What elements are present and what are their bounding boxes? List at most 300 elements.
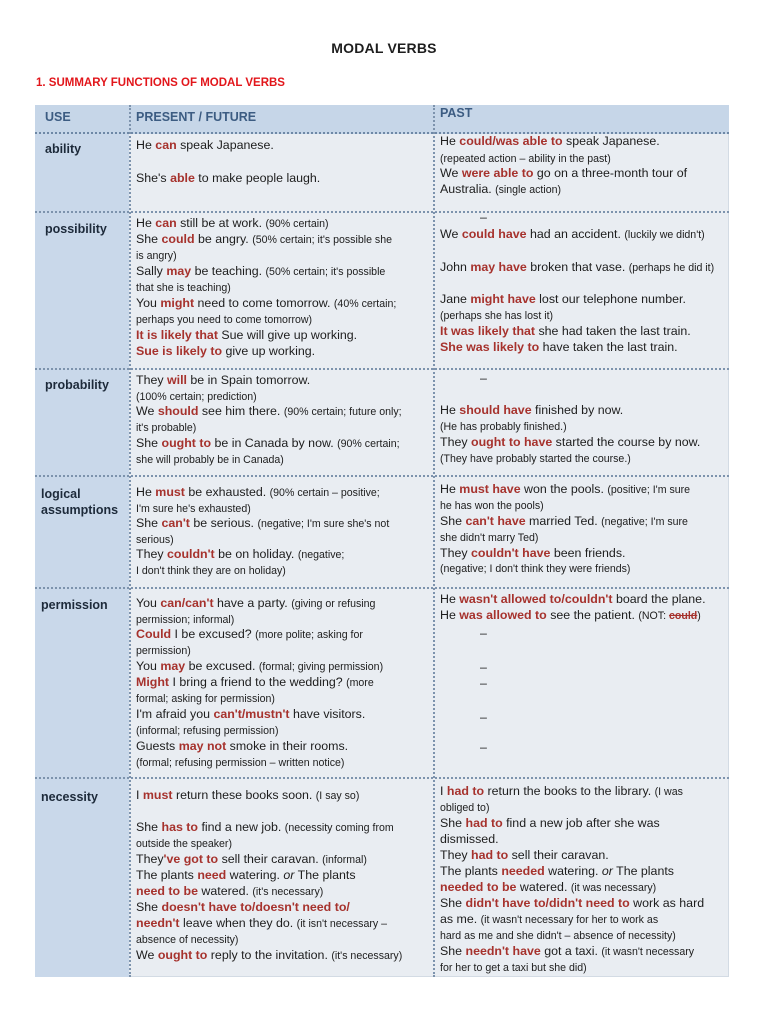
example-text: You [136,659,161,673]
example-text: sell their caravan. [508,848,609,862]
logical-past-line [440,514,688,531]
example-text: smoke in their rooms. [226,739,349,753]
possibility-past-line [440,292,686,308]
necessity-past-line [440,944,694,961]
usage-note: (NOT: [638,610,669,622]
modal-verb: must [155,485,185,499]
usage-note: (perhaps she has lost it) [440,310,554,322]
example-text: be exhausted. [184,485,270,499]
example-text: Sally [136,264,167,278]
possibility-present-line [136,248,177,265]
modal-verb: can't have [465,514,526,528]
example-text: married Ted. [525,514,602,528]
example-text: They [440,546,471,560]
modal-verb: doesn't have to/doesn't need to/ [161,900,350,914]
example-text: He [440,134,460,148]
modal-verb: should [157,404,199,418]
logical-present-line [136,547,344,564]
example-text: speak Japanese. [176,138,274,152]
example-text: The plants [136,868,198,882]
usage-note: (it's necessary) [252,886,324,898]
possibility-present-line [136,216,328,233]
example-text: watering. [226,868,284,882]
section-heading: 1. SUMMARY FUNCTIONS OF MODAL VERBS [36,77,285,89]
logical-present-line [136,485,380,502]
empty-dash: – [480,676,487,690]
logical-present-line [136,563,286,580]
example-text: We [136,948,158,962]
logical-present-line [136,516,389,533]
modal-verb: It was likely that [440,324,536,338]
usage-note: (perhaps he did it) [628,262,715,274]
example-text: He [136,485,156,499]
empty-dash: – [480,210,487,224]
modal-verb: must have [459,482,521,496]
usage-note: (it's necessary) [331,950,403,962]
example-text: started the course by now. [552,435,701,449]
example-text: He [440,608,460,622]
necessity-past-line [440,896,704,912]
usage-note: (formal; giving permission) [258,661,384,673]
header-past: PAST [440,106,473,120]
example-text: She [136,436,162,450]
usage-note: (necessity coming from [284,822,394,834]
possibility-past-line [480,210,487,226]
example-text: speak Japanese. [562,134,660,148]
example-text: be excused. [185,659,259,673]
usage-note: (50% certain; it's possible she [252,234,392,246]
usage-note: (negative; I don't think they were friends) [440,563,631,575]
empty-dash: – [480,626,487,640]
example-text: She's [136,171,171,185]
modal-verb: couldn't [167,547,215,561]
example-text: Guests [136,739,179,753]
usage-note: (100% certain; prediction) [136,391,257,403]
probability-past-line [440,451,631,468]
example-text: as me. [440,912,481,926]
permission-past-line [440,608,701,625]
example-text: They [136,547,167,561]
necessity-past-line [440,880,656,897]
use-column-background [35,132,129,977]
permission-past-line [480,710,487,726]
logical-past-line [440,482,690,499]
usage-note: (90% certain – positive; [269,487,380,499]
necessity-past-line [440,960,587,977]
probability-past-line [440,435,700,451]
example-text: be in Canada by now. [211,436,338,450]
empty-dash: – [480,710,487,724]
necessity-past-line [440,832,499,848]
permission-present-line [136,723,278,740]
permission-present-line [136,596,375,613]
header-use: USE [45,110,71,124]
ability-past-line [440,134,660,150]
example-text: We [440,166,462,180]
example-text: I'm afraid you [136,707,214,721]
use-label-possibility: possibility [45,222,107,236]
possibility-past-line [440,324,691,340]
example-text: work as hard [629,896,705,910]
example-text: We [440,227,462,241]
example-text: still be at work. [176,216,266,230]
modal-verbs-table [35,105,729,977]
modal-verb: didn't have to/didn't need to [465,896,630,910]
usage-note: permission) [136,645,191,657]
usage-note: (They have probably started the course.) [440,453,631,465]
modal-verb: able [170,171,195,185]
use-label-logical-line2: assumptions [41,503,119,517]
example-text: watered. [197,884,253,898]
permission-present-line [136,755,344,772]
modal-verb: ought to [157,948,208,962]
usage-note: (formal; refusing permission – written notice) [136,757,345,769]
necessity-present-line [136,788,359,805]
logical-past-line [440,530,538,547]
usage-note: (I was [654,786,683,798]
logical-past-line [440,498,544,515]
permission-present-line [136,659,383,676]
modal-verb: has to [161,820,198,834]
example-text: to make people laugh. [194,171,321,185]
example-text: He [440,592,460,606]
usage-note: (luckily we didn't) [624,229,705,241]
example-text: They [136,852,164,866]
usage-note: (informal) [322,854,367,866]
necessity-past-line [440,784,683,801]
example-text: be serious. [189,516,258,530]
usage-note: serious) [136,534,174,546]
permission-past-line [480,676,487,692]
modal-verb: might have [470,292,536,306]
usage-note: (repeated action – ability in the past) [440,153,611,165]
permission-present-line [136,691,275,708]
usage-note: or [601,864,613,878]
use-label-necessity: necessity [41,790,98,804]
example-text: won the pools. [520,482,608,496]
usage-note: obliged to) [440,802,490,814]
necessity-past-line [440,864,674,880]
possibility-past-line [440,260,714,277]
example-text: Jane [440,292,471,306]
modal-verb: was allowed to [459,608,547,622]
modal-verb: can [155,138,177,152]
possibility-present-line [136,344,315,360]
usage-note: it's probable) [136,422,197,434]
modal-verb: were able to [461,166,534,180]
modal-verb: can't [161,516,190,530]
permission-past-line [480,740,487,756]
example-text: Sue will give up working. [217,328,358,342]
modal-verb: needed [501,864,545,878]
empty-dash: – [480,740,487,754]
usage-note: (positive; I'm sure [607,484,691,496]
example-text: The plants [612,864,674,878]
modal-verb: Might [136,675,170,689]
possibility-past-line [440,340,678,356]
usage-note: he has won the pools) [440,500,544,512]
usage-note: I'm sure he's exhausted) [136,503,251,515]
modal-verb: can/can't [160,596,214,610]
permission-present-line [136,627,363,644]
empty-dash: – [480,660,487,674]
necessity-present-line [136,900,350,916]
usage-note: outside the speaker) [136,838,232,850]
example-text: He [136,138,156,152]
ability-present-line [136,138,274,154]
example-text: The plants [440,864,502,878]
example-text: They [440,435,471,449]
example-text: They [440,848,471,862]
example-text: I bring a friend to the wedding? [169,675,347,689]
necessity-past-line [440,848,609,864]
usage-note: (giving or refusing [291,598,376,610]
example-text: got a taxi. [540,944,602,958]
example-text: I [440,784,447,798]
use-label-permission: permission [41,598,108,612]
document-title: MODAL VERBS [331,40,437,56]
example-text: I [136,788,143,802]
example-text: sell their caravan. [218,852,323,866]
probability-present-line [136,373,310,389]
example-text: You [136,296,161,310]
example-text: She [136,820,162,834]
modal-verb: Sue is likely to [136,344,223,358]
modal-verb: might [160,296,195,310]
necessity-present-line [136,820,394,837]
usage-note: (it wasn't necessary [601,946,695,958]
probability-past-line [440,403,623,419]
example-text: broken that vase. [526,260,629,274]
modal-verb: ought to [161,436,212,450]
usage-note: (50% certain; it's possible [265,266,386,278]
example-text: see him there. [198,404,284,418]
necessity-past-line [440,816,660,832]
necessity-present-line [136,932,238,949]
modal-verb: ought to have [471,435,553,449]
permission-present-line [136,707,365,723]
example-text: He [136,216,156,230]
usage-note: (90% certain; [337,438,400,450]
usage-note: (negative; [297,549,345,561]
permission-past-line [440,592,706,608]
modal-verb: needn't [136,916,180,930]
usage-note: (negative; I'm sure [601,516,688,528]
example-text: Australia. [440,182,496,196]
usage-note: (I say so) [315,790,360,802]
modal-verb: will [167,373,187,387]
usage-note: (more [346,677,374,689]
example-text: finished by now. [531,403,624,417]
modal-verb: could [161,232,195,246]
example-text: John [440,260,471,274]
struck-example: could [668,610,698,622]
modal-verb: had to [471,848,509,862]
modal-verb: could/was able to [459,134,563,148]
modal-verb: can't/mustn't [213,707,290,721]
example-text: leave when they do. [179,916,297,930]
usage-note: (it was necessary) [570,882,657,894]
example-text: give up working. [222,344,316,358]
modal-verb: couldn't have [471,546,551,560]
example-text: We [136,404,158,418]
usage-note: (it isn't necessary – [296,918,388,930]
probability-past-line [440,419,567,436]
usage-note: is angry) [136,250,177,262]
ability-present-line [136,171,320,187]
permission-present-line [136,643,191,660]
example-text: He [440,403,460,417]
modal-verb: may [166,264,192,278]
permission-past-line [480,626,487,642]
empty-dash: – [480,371,487,385]
modal-verb: may have [470,260,527,274]
permission-past-line [480,660,487,676]
example-text: They [136,373,167,387]
modal-verb: had to [465,816,503,830]
header-present-future: PRESENT / FUTURE [136,110,257,124]
usage-note: formal; asking for permission) [136,693,275,705]
possibility-past-line [440,227,705,244]
usage-note: permission; informal) [136,614,235,626]
past-column [440,105,729,977]
modal-verb: 've got to [163,852,219,866]
ability-past-line [440,182,561,199]
usage-note: for her to get a taxi but she did) [440,962,587,974]
modal-verb: She was likely to [440,340,540,354]
example-text: have taken the last train. [539,340,678,354]
possibility-present-line [136,232,392,249]
example-text: I be excused? [171,627,256,641]
example-text: see the patient. [546,608,639,622]
usage-note: ) [697,610,701,622]
example-text: board the plane. [612,592,706,606]
probability-present-line [136,452,284,469]
probability-present-line [136,404,402,421]
modal-verb: can [155,216,177,230]
modal-verb: could have [461,227,527,241]
necessity-present-line [136,948,402,965]
example-text: She [136,900,162,914]
usage-note: (negative; I'm sure she's not [257,518,390,530]
example-text: be teaching. [191,264,266,278]
example-text: go on a three-month tour of [533,166,688,180]
usage-note: that she is teaching) [136,282,231,294]
modal-verb: wasn't allowed to/couldn't [459,592,613,606]
modal-verb: should have [459,403,532,417]
present-future-column [136,105,432,977]
example-text: The plants [294,868,356,882]
probability-past-line [480,371,487,387]
modal-verb: had to [446,784,485,798]
example-text: been friends. [550,546,626,560]
use-label-logical-line1: logical [41,487,81,501]
example-text: find a new job. [198,820,285,834]
modal-verb: need to be [136,884,198,898]
usage-note: perhaps you need to come tomorrow) [136,314,313,326]
modal-verb: It is likely that [136,328,218,342]
example-text: lost our telephone number. [535,292,686,306]
modal-verb: may not [178,739,227,753]
example-text: watered. [516,880,571,894]
possibility-present-line [136,328,357,344]
ability-past-line [440,166,687,182]
example-text: You [136,596,161,610]
usage-note: (single action) [495,184,562,196]
usage-note: (90% certain) [265,218,329,230]
use-label-ability: ability [45,142,82,156]
usage-note: hard as me and she didn't – absence of necessity) [440,930,676,942]
probability-present-line [136,420,196,437]
modal-verb: may [160,659,186,673]
column-divider-past [433,105,435,977]
example-text: return the books to the library. [484,784,655,798]
example-text: be angry. [194,232,253,246]
example-text: return these books soon. [172,788,316,802]
permission-present-line [136,739,348,755]
permission-present-line [136,675,374,692]
modal-verb: need [197,868,227,882]
possibility-past-line [440,308,553,325]
necessity-past-line [440,928,676,945]
necessity-present-line [136,836,232,853]
possibility-present-line [136,264,385,281]
modal-verb: needn't have [465,944,541,958]
usage-note: absence of necessity) [136,934,239,946]
probability-present-line [136,436,400,453]
necessity-present-line [136,916,387,933]
necessity-present-line [136,884,323,901]
example-text: find a new job after she was [502,816,660,830]
example-text: He [440,482,460,496]
modal-verb: Could [136,627,172,641]
usage-note: she will probably be in Canada) [136,454,284,466]
modal-verb: must [142,788,173,802]
logical-past-line [440,546,625,562]
possibility-present-line [136,280,231,297]
usage-note: or [283,868,295,882]
necessity-past-line [440,800,489,817]
possibility-present-line [136,296,396,313]
example-text: have a party. [213,596,292,610]
necessity-present-line [136,852,367,869]
example-text: she had taken the last train. [535,324,691,338]
modal-verb: needed to be [440,880,517,894]
example-text: had an accident. [526,227,625,241]
usage-note: (40% certain; [333,298,397,310]
use-label-logical [41,486,118,518]
use-label-probability: probability [45,378,109,392]
column-divider-use [129,105,131,977]
example-text: reply to the invitation. [207,948,332,962]
usage-note: (90% certain; future only; [283,406,402,418]
example-text: She [440,514,466,528]
usage-note: I don't think they are on holiday) [136,565,286,577]
example-text: She [136,516,162,530]
example-text: have visitors. [289,707,366,721]
example-text: dismissed. [440,832,499,846]
necessity-present-line [136,868,356,884]
possibility-present-line [136,312,312,329]
example-text: She [440,944,466,958]
usage-note: (it wasn't necessary for her to work as [480,914,659,926]
example-text: be on holiday. [214,547,298,561]
example-text: be in Spain tomorrow. [186,373,311,387]
usage-note: (He has probably finished.) [440,421,567,433]
example-text: She [136,232,162,246]
logical-past-line [440,561,630,578]
example-text: She [440,896,466,910]
